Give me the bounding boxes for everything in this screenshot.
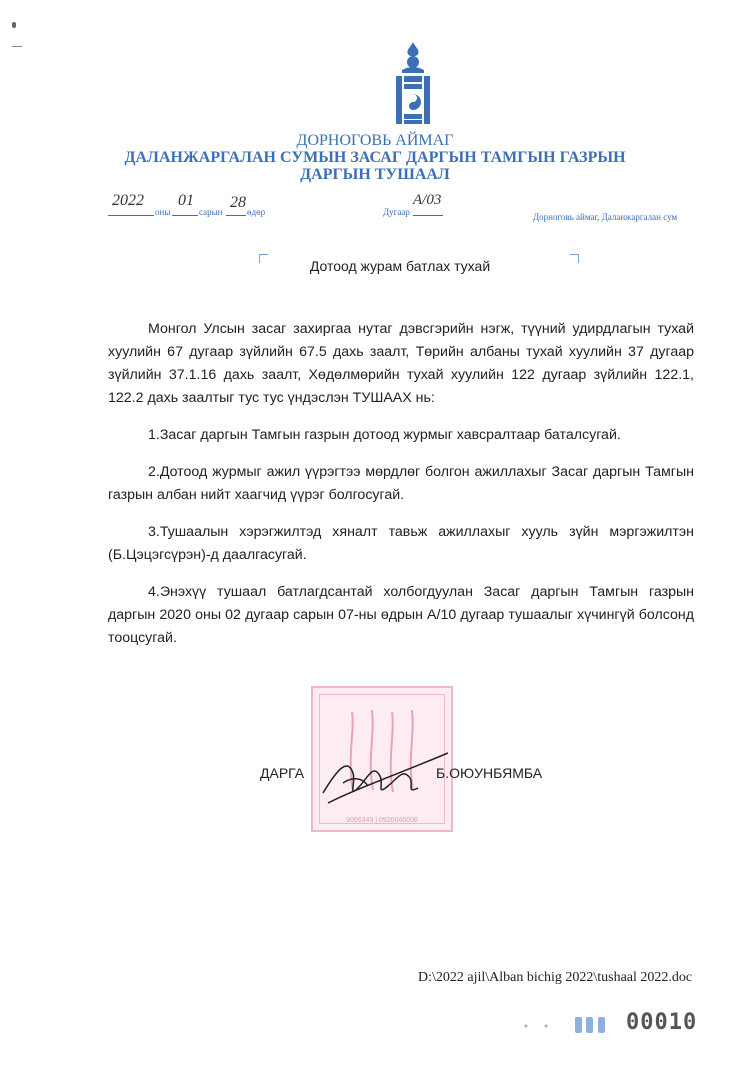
- document-serial: [520, 1010, 710, 1038]
- year-handwritten: 2022: [112, 192, 144, 209]
- order-item-2: 2.Дотоод журмыг ажил үүрэгтээ мөрдлөг болгон ажиллахыг Засаг даргын Тамгын газрын албан нийт хаагчид үүрэг болгосугай.: [108, 464, 694, 503]
- subject-title: Дотоод журам батлах тухай: [309, 258, 491, 274]
- order-item-4: 4.Энэхүү тушаал батлагдсантай холбогдуулан Засаг даргын Тамгын газрын даргын 2020 оны 02 дугаар сарын 07-ны өдрын А/10 дугаар тушаалыг хүчингүй болсонд тооцсугай.: [108, 584, 694, 646]
- file-path: D:\2022 ajil\Alban bichig 2022\tushaal 2022.doc: [418, 970, 693, 985]
- day-handwritten: 28: [230, 194, 246, 211]
- number-handwritten: А/03: [413, 192, 442, 208]
- office-heading: ДАЛАНЖАРГАЛАН СУМЫН ЗАСАГ ДАРГЫН ТАМГЫН ГАЗРЫН: [124, 149, 626, 166]
- month-suffix: сарын: [199, 207, 223, 217]
- month-blank: [172, 206, 198, 216]
- signatory-title: ДАРГА: [260, 765, 305, 781]
- order-body: [108, 318, 694, 650]
- year-blank: [108, 206, 154, 216]
- day-suffix: өдөр: [247, 207, 266, 217]
- stamp-code: 9006343 | 0920040006: [346, 817, 418, 824]
- number-label: Дугаар: [383, 207, 410, 217]
- order-item-3: 3.Тушаалын хэрэгжилтэд хяналт тавьж ажиллахыг хууль зүйн мэргэжилтэн (Б.Цэцэгсүрэн)-д даалгасугай.: [108, 524, 694, 563]
- margin-mark-1: [12, 22, 16, 28]
- order-item-1: 1.Засаг даргын Тамгын газрын дотоод журмыг хавсралтаар баталсугай.: [148, 427, 621, 443]
- margin-mark-2: [12, 46, 22, 47]
- order-type-heading: ДАРГЫН ТУШААЛ: [300, 166, 450, 183]
- order-number: [383, 192, 453, 222]
- aimag-heading: ДОРНОГОВЬ АЙМАГ: [296, 132, 454, 149]
- soyombo-emblem-icon: [388, 40, 438, 130]
- serial-number: 00010: [626, 1010, 698, 1035]
- month-handwritten: 01: [178, 192, 194, 209]
- day-blank: [226, 206, 246, 216]
- location-text: Дорноговь аймаг, Даланжаргалан сум: [533, 212, 678, 222]
- number-blank: [413, 206, 443, 216]
- signatory-name: Б.ОЮУНБЯМБА: [436, 765, 543, 781]
- blurred-digits-icon: [520, 1014, 620, 1036]
- preamble-paragraph: Монгол Улсын засаг захиргаа нутаг дэвсгэрийн нэгж, түүний удирдлагын тухай хуулийн 67 дугаар зүйлийн 67.5 дахь заалт, Төрийн албаны тухай хуулийн 37 дугаар зүйлийн 37.1.16 дахь заалт, Хөдөлмөрийн тухай хуулийн 122 дугаар зүйлийн 122.1, 122.2 дахь заалтыг тус тус үндэслэн ТУШААХ нь:: [108, 321, 694, 406]
- year-suffix: оны: [155, 207, 171, 217]
- date-line: [108, 192, 308, 222]
